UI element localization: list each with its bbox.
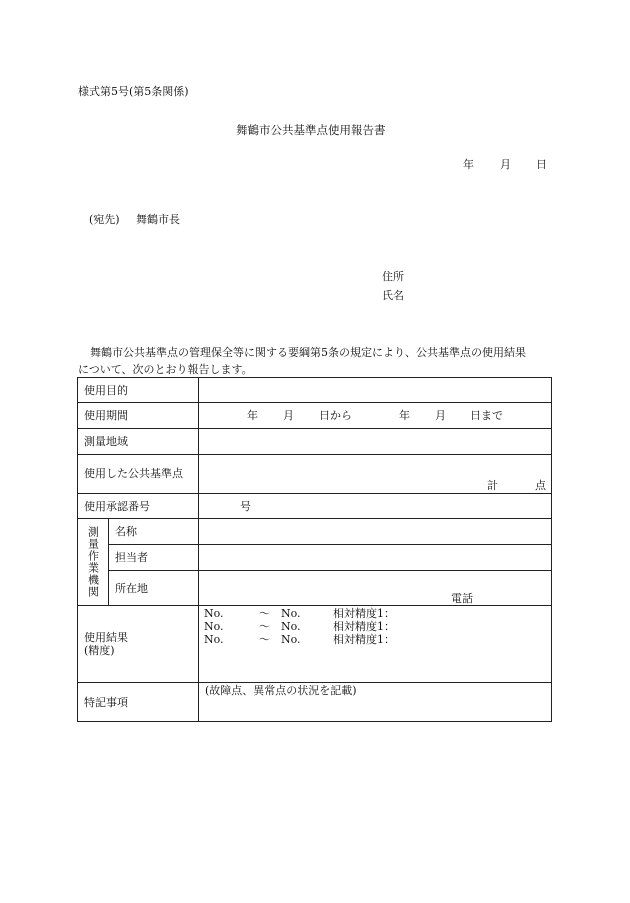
period-label: 使用期間 [78, 403, 199, 429]
purpose-label: 使用目的 [78, 378, 199, 403]
result-field[interactable] [199, 606, 552, 683]
result-line-3 [204, 633, 551, 646]
approval-label: 使用承認番号 [78, 494, 199, 519]
table-row [78, 571, 552, 606]
period-until: 日まで [470, 409, 503, 422]
table-row [78, 429, 552, 455]
approval-field[interactable] [199, 494, 552, 519]
points-total-label: 計 [487, 479, 498, 492]
table-row [78, 683, 552, 722]
result-no: No. [281, 620, 301, 633]
result-no: No. [204, 607, 224, 620]
period-year-1: 年 [247, 409, 258, 422]
table-row [78, 519, 552, 545]
date-month-label: 月 [500, 158, 511, 171]
remarks-label: 特記事項 [78, 683, 199, 722]
area-field[interactable] [199, 429, 552, 455]
result-no: No. [204, 633, 224, 646]
approval-unit: 号 [240, 500, 251, 513]
document-title: 舞鶴市公共基準点使用報告書 [236, 123, 386, 137]
report-table [77, 377, 552, 722]
points-unit-label: 点 [535, 479, 546, 492]
points-label: 使用した公共基準点 [78, 455, 199, 494]
period-month-2: 月 [435, 409, 446, 422]
area-label: 測量地域 [78, 429, 199, 455]
table-row [78, 545, 552, 571]
table-row [78, 403, 552, 429]
period-field[interactable] [199, 403, 552, 429]
table-row [78, 455, 552, 494]
org-name-field[interactable] [199, 519, 552, 545]
org-person-label: 担当者 [109, 545, 199, 571]
org-address-label: 所在地 [109, 571, 199, 606]
org-name-label: 名称 [109, 519, 199, 545]
name-label: 氏名 [382, 289, 404, 302]
table-row [78, 606, 552, 683]
intro-line-1: 舞鶴市公共基準点の管理保全等に関する要綱第5条の規定により、公共基準点の使用結果 [90, 346, 526, 359]
result-label-line-2: (精度) [84, 644, 115, 657]
result-tilde: 〜 [259, 633, 270, 646]
intro-line-2: について、次のとおり報告します。 [78, 363, 253, 376]
org-label [78, 519, 109, 606]
remarks-field[interactable] [199, 683, 552, 722]
form-number: 様式第5号(第5条関係) [78, 85, 189, 98]
result-accuracy: 相対精度1： [333, 633, 395, 646]
result-no: No. [281, 633, 301, 646]
result-accuracy: 相対精度1： [333, 607, 395, 620]
table-row [78, 494, 552, 519]
period-month-1: 月 [283, 409, 294, 422]
result-line-1 [204, 607, 551, 620]
period-from: 日から [319, 409, 352, 422]
date-year-label: 年 [463, 158, 474, 171]
result-label-line-1: 使用結果 [84, 631, 128, 644]
org-label-text: 測量作業機関 [86, 526, 100, 598]
result-no: No. [204, 620, 224, 633]
addressee-label: (宛先) [89, 213, 120, 226]
result-tilde: 〜 [259, 620, 270, 633]
points-field[interactable] [199, 455, 552, 494]
remarks-note: (故障点、異常点の状況を記載) [205, 684, 357, 697]
period-year-2: 年 [399, 409, 410, 422]
date-day-label: 日 [536, 158, 547, 171]
result-line-2 [204, 620, 551, 633]
result-tilde: 〜 [259, 607, 270, 620]
table-row [78, 378, 552, 403]
addressee-name: 舞鶴市長 [136, 213, 180, 226]
result-accuracy: 相対精度1： [333, 620, 395, 633]
org-person-field[interactable] [199, 545, 552, 571]
address-label: 住所 [382, 270, 404, 283]
purpose-field[interactable] [199, 378, 552, 403]
result-no: No. [281, 607, 301, 620]
org-phone-label: 電話 [451, 592, 473, 605]
result-label [78, 606, 199, 683]
org-address-field[interactable] [199, 571, 552, 606]
